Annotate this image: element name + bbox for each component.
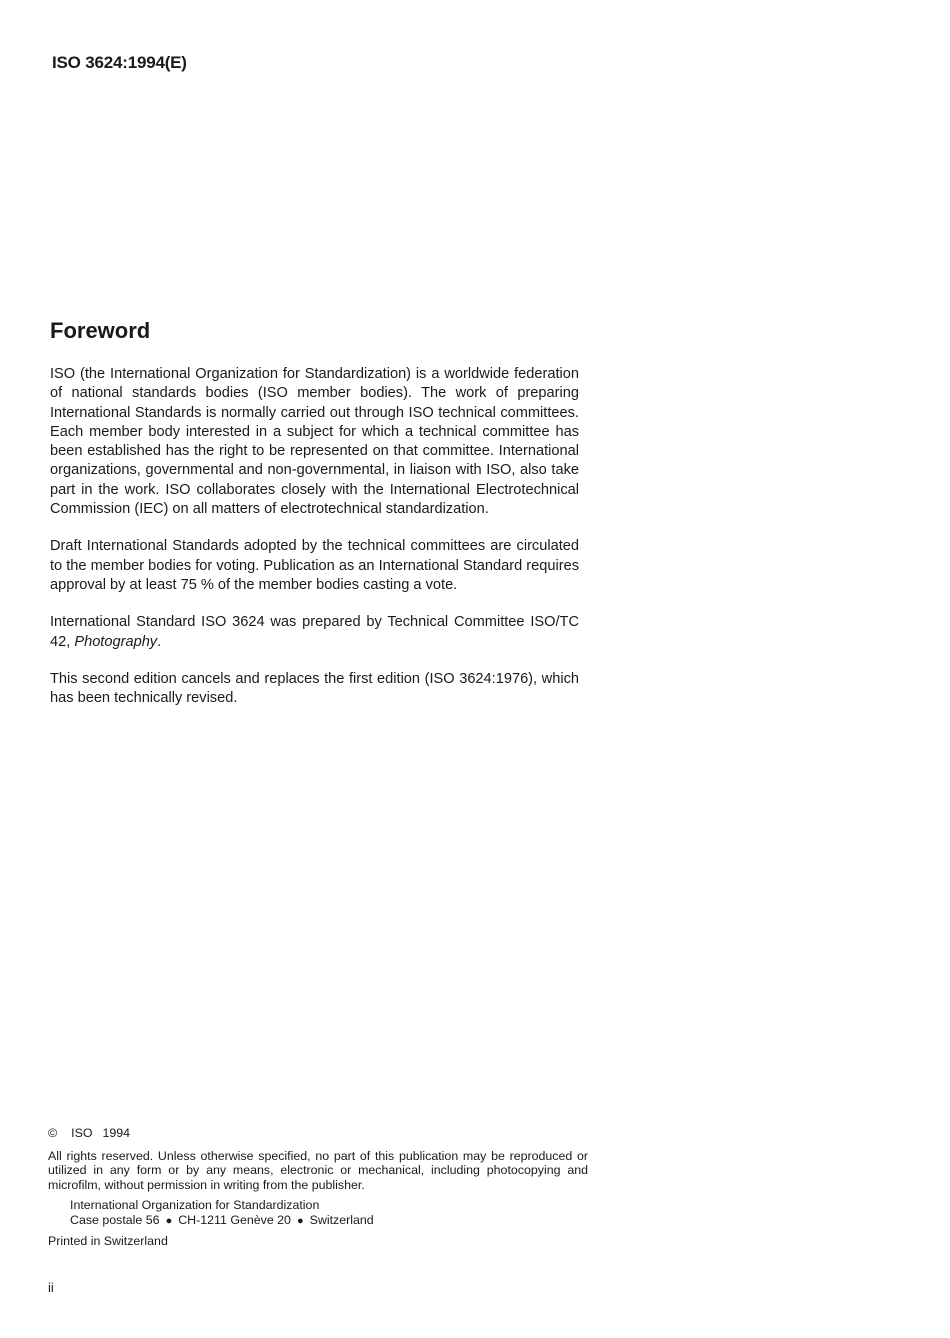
foreword-paragraph-2: Draft International Standards adopted by the technical committees are circulated to the member bodies for voting. Publication as an International Standard requires approval by at least 75 % of the member bodies casting a vote. [50, 538, 579, 593]
foreword-paragraph-3 [50, 613, 579, 652]
committee-name: Photography [74, 633, 158, 650]
city: CH-1211 Genève 20 [178, 1212, 291, 1227]
foreword-paragraph-1: ISO (the International Organization for Standardization) is a worldwide federation of national standards bodies (ISO member bodies). The work of preparing International Standards is normally carried out through ISO technical committees. Each member body interested in a subject for which a technical committee has been established has the right to be represented on that committee. International organizations, governmental and non-governmental, in liaison with ISO, also take part in the work. ISO collaborates closely with the International Electrotechnical Commission (IEC) on all matters of electrotechnical standardization. [50, 366, 579, 518]
country: Switzerland [309, 1212, 374, 1227]
rights-notice: All rights reserved. Unless otherwise specified, no part of this publication may be reproduced or utilized in any form or by any means, electronic or mechanical, including photocopying and microfilm, without permission in writing from the publisher. [48, 1148, 588, 1192]
postal-box: Case postale 56 [70, 1212, 160, 1227]
copyright-year: 1994 [102, 1126, 131, 1140]
publisher-address [70, 1198, 588, 1228]
paragraph-3-end: . [157, 633, 162, 650]
foreword-body [50, 365, 579, 726]
address-line [70, 1213, 588, 1229]
foreword-paragraph-4: This second edition cancels and replaces the first edition (ISO 3624:1976), which has been technically revised. [50, 670, 579, 707]
bullet-icon: ● [165, 1214, 173, 1227]
copyright-line [48, 1126, 588, 1141]
printed-in: Printed in Switzerland [48, 1234, 168, 1248]
bullet-icon: ● [296, 1214, 304, 1227]
copyright-symbol: © [48, 1126, 58, 1140]
page-number: ii [48, 1280, 54, 1295]
copyright-org: ISO [71, 1126, 93, 1140]
foreword-title: Foreword [50, 318, 151, 343]
org-name: International Organization for Standardization [70, 1198, 320, 1212]
copyright-footer [48, 1126, 588, 1249]
paragraph-3-text: International Standard ISO 3624 was prepared by Technical Committee ISO/TC 42, [50, 614, 579, 650]
document-id-header: ISO 3624:1994(E) [52, 53, 187, 72]
